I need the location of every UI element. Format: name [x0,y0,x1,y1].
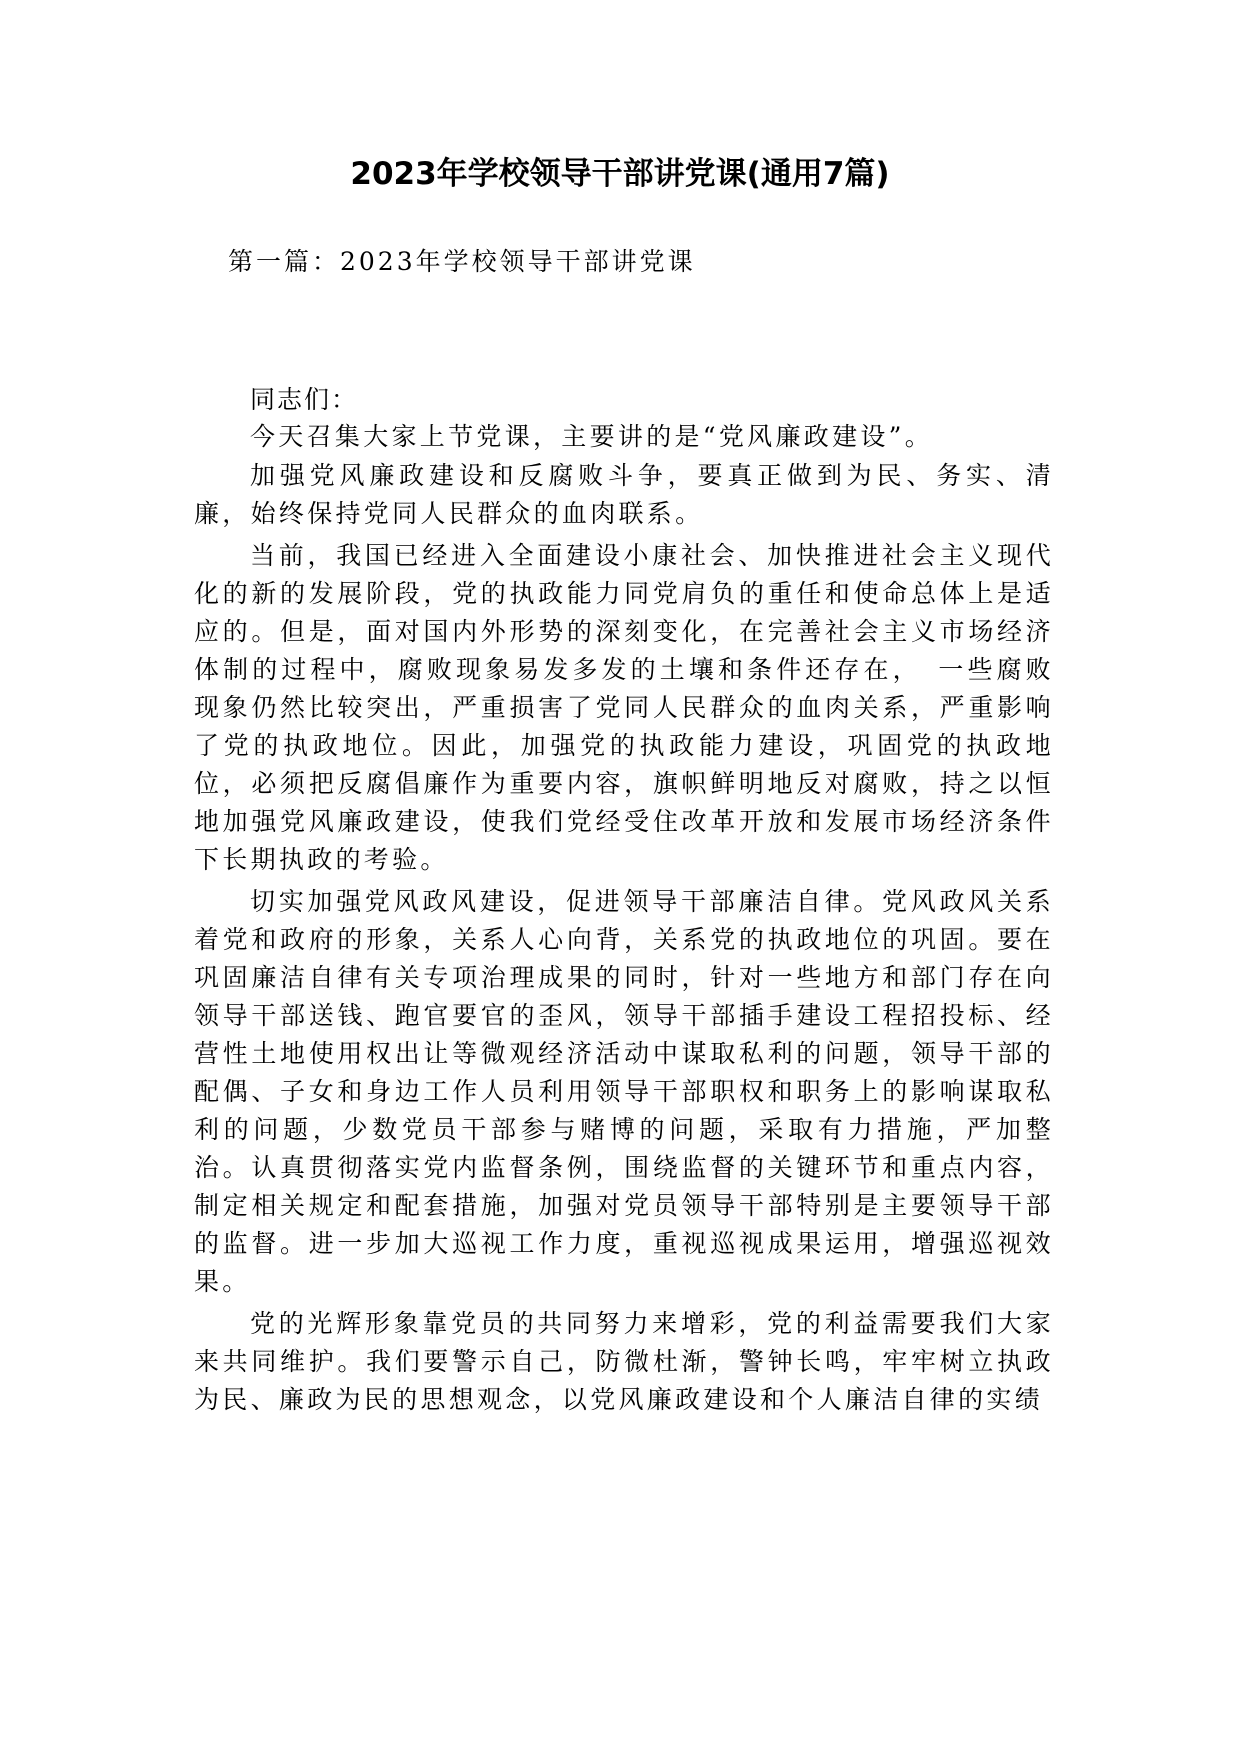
paragraph: 党的光辉形象靠党员的共同努力来增彩，党的利益需要我们大家来共同维护。我们要警示自己，防微杜渐，警钟长鸣，牢牢树立执政为民、廉政为民的思想观念，以党风廉政建设和个人廉洁自律的实绩 [194,1309,1054,1414]
greeting-line: 同志们： [250,385,359,414]
paragraph-intro-block [194,418,1054,460]
paragraph: 当前，我国已经进入全面建设小康社会、加快推进社会主义现代化的新的发展阶段，党的执政能力同党肩负的重任和使命总体上是适应的。但是，面对国内外形势的深刻变化，在完善社会主义市场经济体制的过程中，腐败现象易发多发的土壤和条件还存在， 一些腐败现象仍然比较突出，严重损害了党同人民群众的血肉关系，严重影响了党的执政地位。因此，加强党的执政能力建设，巩固党的执政地位，必须把反腐倡廉作为重要内容，旗帜鲜明地反对腐败，持之以恒地加强党风廉政建设，使我们党经受住改革开放和发展市场经济条件下长期执政的考验。 [194,541,1054,874]
paragraph-body-block [194,457,1054,1423]
section-heading: 第一篇：2023年学校领导干部讲党课 [228,247,696,276]
paragraph: 加强党风廉政建设和反腐败斗争，要真正做到为民、务实、清廉，始终保持党同人民群众的血肉联系。 [194,461,1054,528]
paragraph: 切实加强党风政风建设，促进领导干部廉洁自律。党风政风关系着党和政府的形象，关系人心向背，关系党的执政地位的巩固。要在巩固廉洁自律有关专项治理成果的同时，针对一些地方和部门存在向领导干部送钱、跑官要官的歪风，领导干部插手建设工程招投标、经营性土地使用权出让等微观经济活动中谋取私利的问题，领导干部的配偶、子女和身边工作人员利用领导干部职权和职务上的影响谋取私利的问题，少数党员干部参与赌博的问题，采取有力措施，严加整治。认真贯彻落实党内监督条例，围绕监督的关键环节和重点内容，制定相关规定和配套措施，加强对党员领导干部特别是主要领导干部的监督。进一步加大巡视工作力度，重视巡视成果运用，增强巡视效果。 [194,887,1054,1296]
paragraph: 今天召集大家上节党课，主要讲的是“党风廉政建设”。 [250,422,934,451]
document-title: 2023年学校领导干部讲党课(通用7篇) [350,156,890,192]
